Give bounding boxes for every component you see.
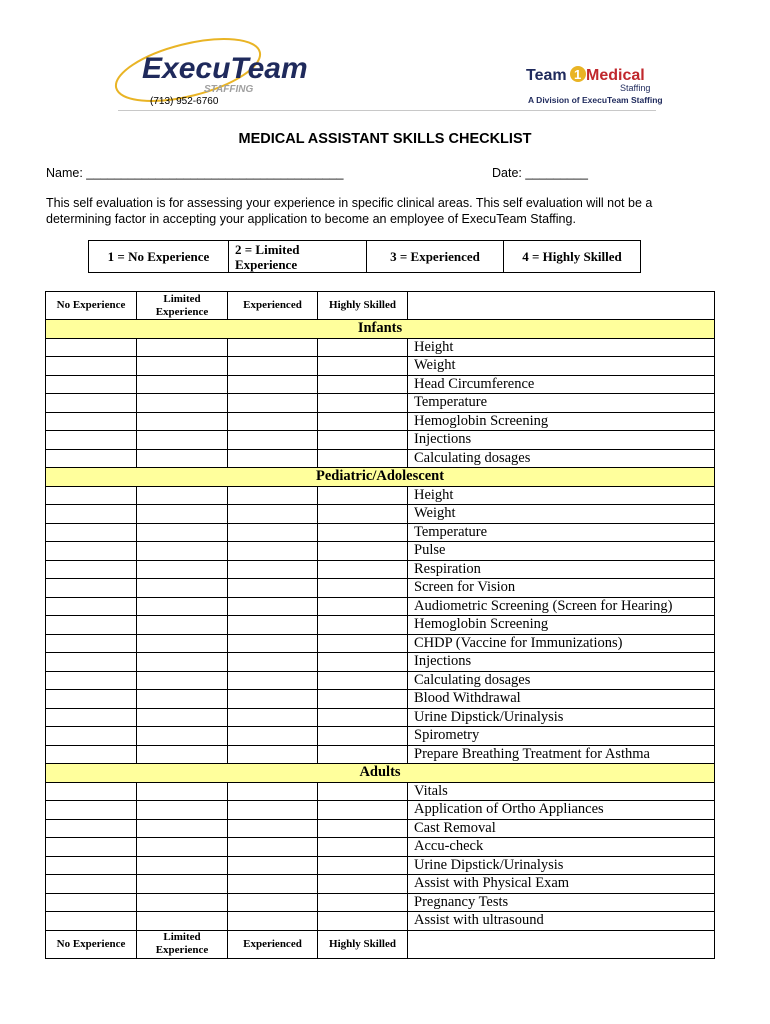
- rating-cell[interactable]: [228, 431, 318, 450]
- skill-label: Injections: [408, 653, 715, 672]
- rating-cell[interactable]: [318, 394, 408, 413]
- rating-cell[interactable]: [137, 838, 228, 857]
- rating-cell[interactable]: [318, 449, 408, 468]
- skill-row: [46, 505, 715, 524]
- skill-label: Head Circumference: [408, 375, 715, 394]
- skill-row: [46, 597, 715, 616]
- page-title: MEDICAL ASSISTANT SKILLS CHECKLIST: [238, 131, 532, 147]
- rating-cell[interactable]: [46, 838, 137, 857]
- column-header: Limited Experience: [137, 930, 228, 958]
- rating-cell[interactable]: [46, 560, 137, 579]
- skill-label: Assist with Physical Exam: [408, 875, 715, 894]
- rating-cell[interactable]: [228, 579, 318, 598]
- skill-label: Audiometric Screening (Screen for Hearing): [408, 597, 715, 616]
- rating-cell[interactable]: [46, 745, 137, 764]
- skill-label: Weight: [408, 357, 715, 376]
- skill-row: [46, 357, 715, 376]
- rating-cell[interactable]: [46, 375, 137, 394]
- rating-cell[interactable]: [137, 875, 228, 894]
- rating-cell[interactable]: [318, 431, 408, 450]
- rating-cell[interactable]: [137, 616, 228, 635]
- rating-cell[interactable]: [228, 542, 318, 561]
- skill-label: Pulse: [408, 542, 715, 561]
- rating-cell[interactable]: [137, 671, 228, 690]
- rating-cell[interactable]: [228, 375, 318, 394]
- rating-cell[interactable]: [318, 579, 408, 598]
- rating-cell[interactable]: [228, 412, 318, 431]
- rating-cell[interactable]: [228, 449, 318, 468]
- skill-label: Calculating dosages: [408, 449, 715, 468]
- column-header: No Experience: [46, 930, 137, 958]
- rating-cell[interactable]: [46, 523, 137, 542]
- column-header: Highly Skilled: [318, 292, 408, 320]
- skill-row: [46, 634, 715, 653]
- rating-cell[interactable]: [318, 727, 408, 746]
- rating-cell[interactable]: [318, 782, 408, 801]
- rating-cell[interactable]: [46, 357, 137, 376]
- rating-cell[interactable]: [318, 523, 408, 542]
- column-header-blank: [408, 930, 715, 958]
- section-title: Adults: [46, 764, 715, 783]
- skill-label: Urine Dipstick/Urinalysis: [408, 708, 715, 727]
- rating-cell[interactable]: [228, 357, 318, 376]
- rating-cell[interactable]: [46, 671, 137, 690]
- skill-label: CHDP (Vaccine for Immunizations): [408, 634, 715, 653]
- rating-cell[interactable]: [137, 912, 228, 931]
- skill-label: Application of Ortho Appliances: [408, 801, 715, 820]
- skill-label: Height: [408, 338, 715, 357]
- skill-label: Temperature: [408, 394, 715, 413]
- skill-row: [46, 801, 715, 820]
- rating-cell[interactable]: [228, 801, 318, 820]
- rating-cell[interactable]: [228, 653, 318, 672]
- skill-row: [46, 819, 715, 838]
- rating-cell[interactable]: [137, 653, 228, 672]
- rating-cell[interactable]: [228, 634, 318, 653]
- column-header: Limited Experience: [137, 292, 228, 320]
- rating-cell[interactable]: [137, 634, 228, 653]
- skill-row: [46, 486, 715, 505]
- rating-cell[interactable]: [137, 338, 228, 357]
- skill-label: Accu-check: [408, 838, 715, 857]
- team1medical-logo: [524, 60, 663, 108]
- skill-row: [46, 375, 715, 394]
- rating-cell[interactable]: [46, 912, 137, 931]
- rating-cell[interactable]: [228, 838, 318, 857]
- rating-cell[interactable]: [318, 597, 408, 616]
- skill-row: [46, 653, 715, 672]
- skill-row: [46, 875, 715, 894]
- executeam-logo-text: ExecuTeam: [142, 52, 308, 85]
- skill-row: [46, 394, 715, 413]
- legend-item-3: 3 = Experienced: [367, 241, 504, 273]
- rating-cell[interactable]: [318, 893, 408, 912]
- rating-cell[interactable]: [46, 782, 137, 801]
- skill-label: Spirometry: [408, 727, 715, 746]
- rating-cell[interactable]: [318, 542, 408, 561]
- skill-label: Assist with ultrasound: [408, 912, 715, 931]
- rating-cell[interactable]: [137, 486, 228, 505]
- name-field[interactable]: Name: _____________________________________: [46, 166, 344, 180]
- rating-cell[interactable]: [137, 394, 228, 413]
- rating-cell[interactable]: [46, 449, 137, 468]
- header-divider: [118, 110, 656, 111]
- skill-row: [46, 412, 715, 431]
- rating-cell[interactable]: [228, 338, 318, 357]
- rating-cell[interactable]: [46, 727, 137, 746]
- rating-cell[interactable]: [318, 819, 408, 838]
- rating-cell[interactable]: [318, 338, 408, 357]
- rating-cell[interactable]: [46, 616, 137, 635]
- rating-cell[interactable]: [46, 338, 137, 357]
- column-header: No Experience: [46, 292, 137, 320]
- rating-cell[interactable]: [318, 375, 408, 394]
- column-header-row: [46, 292, 715, 320]
- rating-cell[interactable]: [46, 875, 137, 894]
- rating-cell[interactable]: [46, 431, 137, 450]
- rating-cell[interactable]: [46, 505, 137, 524]
- rating-cell[interactable]: [228, 597, 318, 616]
- rating-cell[interactable]: [46, 486, 137, 505]
- rating-cell[interactable]: [137, 893, 228, 912]
- rating-cell[interactable]: [137, 708, 228, 727]
- column-header: Highly Skilled: [318, 930, 408, 958]
- rating-cell[interactable]: [228, 394, 318, 413]
- phone-number: (713) 952-6760: [150, 96, 219, 107]
- rating-cell[interactable]: [318, 838, 408, 857]
- rating-cell[interactable]: [318, 560, 408, 579]
- skill-row: [46, 542, 715, 561]
- rating-cell[interactable]: [228, 893, 318, 912]
- legend-item-2: 2 = Limited Experience: [229, 241, 367, 273]
- rating-cell[interactable]: [137, 727, 228, 746]
- rating-cell[interactable]: [137, 745, 228, 764]
- skill-row: [46, 708, 715, 727]
- rating-cell[interactable]: [137, 431, 228, 450]
- skill-label: Pregnancy Tests: [408, 893, 715, 912]
- rating-cell[interactable]: [46, 653, 137, 672]
- rating-cell[interactable]: [318, 653, 408, 672]
- column-header-blank: [408, 292, 715, 320]
- rating-cell[interactable]: [228, 690, 318, 709]
- skill-row: [46, 727, 715, 746]
- skill-row: [46, 431, 715, 450]
- rating-cell[interactable]: [318, 745, 408, 764]
- section-header-row: [46, 320, 715, 339]
- rating-cell[interactable]: [228, 616, 318, 635]
- rating-cell[interactable]: [137, 690, 228, 709]
- skill-label: Prepare Breathing Treatment for Asthma: [408, 745, 715, 764]
- date-field[interactable]: Date: _________: [492, 166, 588, 180]
- rating-cell[interactable]: [318, 412, 408, 431]
- rating-cell[interactable]: [137, 560, 228, 579]
- rating-cell[interactable]: [46, 542, 137, 561]
- rating-cell[interactable]: [318, 616, 408, 635]
- section-header-row: [46, 468, 715, 487]
- rating-cell[interactable]: [137, 819, 228, 838]
- rating-cell[interactable]: [137, 357, 228, 376]
- skill-label: Screen for Vision: [408, 579, 715, 598]
- rating-cell[interactable]: [318, 801, 408, 820]
- skill-row: [46, 579, 715, 598]
- skill-row: [46, 338, 715, 357]
- rating-cell[interactable]: [228, 486, 318, 505]
- skill-row: [46, 616, 715, 635]
- skill-row: [46, 893, 715, 912]
- skill-label: Temperature: [408, 523, 715, 542]
- rating-cell[interactable]: [46, 893, 137, 912]
- section-title: Infants: [46, 320, 715, 339]
- column-header: Experienced: [228, 930, 318, 958]
- rating-cell[interactable]: [137, 801, 228, 820]
- rating-cell[interactable]: [46, 690, 137, 709]
- rating-cell[interactable]: [137, 782, 228, 801]
- rating-cell[interactable]: [46, 597, 137, 616]
- rating-cell[interactable]: [46, 579, 137, 598]
- rating-cell[interactable]: [318, 708, 408, 727]
- skill-label: Injections: [408, 431, 715, 450]
- skill-label: Height: [408, 486, 715, 505]
- skill-label: Urine Dipstick/Urinalysis: [408, 856, 715, 875]
- column-header-row: [46, 930, 715, 958]
- rating-legend: [88, 240, 641, 273]
- rating-cell[interactable]: [137, 505, 228, 524]
- column-header: Experienced: [228, 292, 318, 320]
- rating-cell[interactable]: [137, 856, 228, 875]
- rating-cell[interactable]: [137, 523, 228, 542]
- team1medical-logo-text2: Medical: [586, 67, 645, 84]
- rating-cell[interactable]: [228, 782, 318, 801]
- skill-label: Vitals: [408, 782, 715, 801]
- team1medical-logo-number: 1: [574, 67, 582, 82]
- rating-cell[interactable]: [46, 856, 137, 875]
- legend-item-1: 1 = No Experience: [89, 241, 229, 273]
- rating-cell[interactable]: [46, 801, 137, 820]
- section-header-row: [46, 764, 715, 783]
- legend-item-4: 4 = Highly Skilled: [504, 241, 641, 273]
- skill-label: Respiration: [408, 560, 715, 579]
- rating-cell[interactable]: [318, 856, 408, 875]
- skill-label: Blood Withdrawal: [408, 690, 715, 709]
- intro-paragraph: This self evaluation is for assessing your experience in specific clinical areas. This self evaluation will not be a determining factor in accepting your application to become an employee of ExecuTeam Staffing.: [46, 196, 653, 226]
- skill-row: [46, 671, 715, 690]
- skill-label: Cast Removal: [408, 819, 715, 838]
- rating-cell[interactable]: [228, 875, 318, 894]
- rating-cell[interactable]: [228, 505, 318, 524]
- rating-cell[interactable]: [46, 634, 137, 653]
- rating-cell[interactable]: [228, 819, 318, 838]
- team1medical-logo-text: Team: [526, 67, 567, 84]
- section-title: Pediatric/Adolescent: [46, 468, 715, 487]
- rating-cell[interactable]: [318, 486, 408, 505]
- rating-cell[interactable]: [137, 449, 228, 468]
- skill-row: [46, 838, 715, 857]
- rating-cell[interactable]: [318, 875, 408, 894]
- skill-label: Calculating dosages: [408, 671, 715, 690]
- skill-row: [46, 745, 715, 764]
- rating-cell[interactable]: [137, 412, 228, 431]
- rating-cell[interactable]: [318, 671, 408, 690]
- skill-row: [46, 912, 715, 931]
- skill-row: [46, 782, 715, 801]
- rating-cell[interactable]: [46, 708, 137, 727]
- rating-cell[interactable]: [137, 579, 228, 598]
- rating-cell[interactable]: [228, 745, 318, 764]
- rating-cell[interactable]: [137, 542, 228, 561]
- rating-cell[interactable]: [318, 912, 408, 931]
- rating-cell[interactable]: [228, 523, 318, 542]
- rating-cell[interactable]: [228, 671, 318, 690]
- rating-cell[interactable]: [137, 597, 228, 616]
- rating-cell[interactable]: [228, 708, 318, 727]
- rating-cell[interactable]: [228, 912, 318, 931]
- rating-cell[interactable]: [46, 819, 137, 838]
- rating-cell[interactable]: [318, 505, 408, 524]
- team1medical-logo-sub: Staffing: [620, 83, 651, 93]
- rating-cell[interactable]: [228, 727, 318, 746]
- skills-checklist-table: [45, 291, 715, 959]
- skill-row: [46, 523, 715, 542]
- rating-cell[interactable]: [46, 394, 137, 413]
- rating-cell[interactable]: [228, 560, 318, 579]
- rating-cell[interactable]: [228, 856, 318, 875]
- rating-cell[interactable]: [318, 690, 408, 709]
- rating-cell[interactable]: [46, 412, 137, 431]
- skill-row: [46, 560, 715, 579]
- skill-row: [46, 449, 715, 468]
- skill-row: [46, 690, 715, 709]
- rating-cell[interactable]: [137, 375, 228, 394]
- executeam-logo-sub: STAFFING: [204, 84, 254, 95]
- division-text: A Division of ExecuTeam Staffing: [528, 95, 663, 105]
- skill-label: Weight: [408, 505, 715, 524]
- rating-cell[interactable]: [318, 357, 408, 376]
- rating-cell[interactable]: [318, 634, 408, 653]
- skill-row: [46, 856, 715, 875]
- skill-label: Hemoglobin Screening: [408, 412, 715, 431]
- skill-label: Hemoglobin Screening: [408, 616, 715, 635]
